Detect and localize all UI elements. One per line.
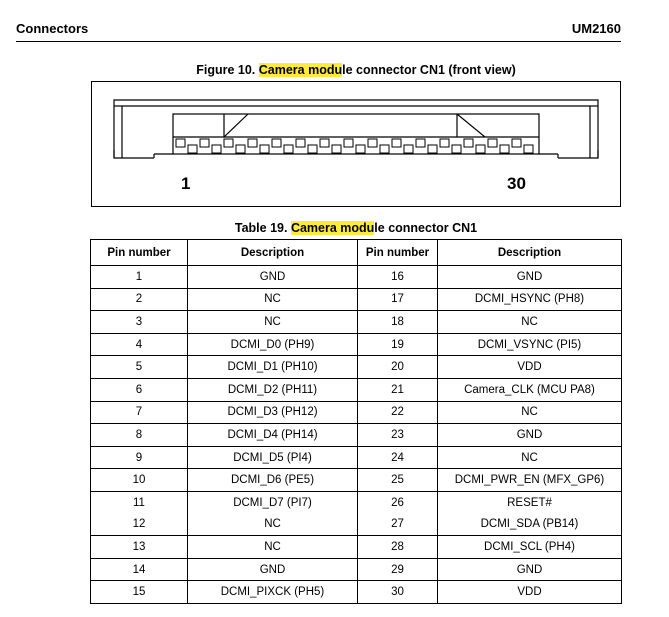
description-cell: NC xyxy=(188,536,358,559)
description-cell: GND xyxy=(438,558,622,581)
table-caption-rest: le connector CN1 xyxy=(374,221,478,235)
table-row xyxy=(91,288,622,311)
table-row xyxy=(91,536,622,559)
description-cell: GND xyxy=(188,558,358,581)
table-row xyxy=(91,378,622,401)
contact-pin xyxy=(428,145,437,153)
description-cell: NC xyxy=(438,311,622,334)
pin-number-cell: 29 xyxy=(358,558,438,581)
pin-number-cell: 6 xyxy=(91,378,188,401)
pin-number-cell: 13 xyxy=(91,536,188,559)
contact-pin xyxy=(248,139,257,147)
description-cell: DCMI_D4 (PH14) xyxy=(188,424,358,447)
contact-pin xyxy=(212,145,221,153)
description-cell: VDD xyxy=(438,581,622,604)
description-cell: GND xyxy=(438,266,622,289)
contact-pin xyxy=(500,145,509,153)
contact-pin xyxy=(320,139,329,147)
pin-number-cell: 15 xyxy=(91,581,188,604)
table-row xyxy=(91,356,622,379)
table-caption xyxy=(91,221,621,235)
pin-number-cell: 21 xyxy=(358,378,438,401)
section-title: Connectors xyxy=(16,21,89,36)
table-row xyxy=(91,333,622,356)
contact-pin xyxy=(224,139,233,147)
table-row xyxy=(91,311,622,334)
pin-number-cell: 27 xyxy=(358,514,438,536)
pin-number-cell: 16 xyxy=(358,266,438,289)
contact-pin xyxy=(452,145,461,153)
description-cell: DCMI_D5 (PI4) xyxy=(188,446,358,469)
pin-1-label: 1 xyxy=(181,174,191,193)
description-cell: Camera_CLK (MCU PA8) xyxy=(438,378,622,401)
contact-pin xyxy=(440,139,449,147)
table-row xyxy=(91,266,622,289)
header-description: Description xyxy=(438,240,622,266)
contact-row-top xyxy=(176,139,521,147)
table-row xyxy=(91,558,622,581)
contact-pin xyxy=(524,145,533,153)
table-caption-highlight: Camera modu xyxy=(290,221,375,235)
header-rule xyxy=(16,41,621,42)
description-cell: GND xyxy=(438,424,622,447)
pin-number-cell: 1 xyxy=(91,266,188,289)
description-cell: DCMI_HSYNC (PH8) xyxy=(438,288,622,311)
description-cell: GND xyxy=(188,266,358,289)
pin-number-cell: 3 xyxy=(91,311,188,334)
table-header-row xyxy=(91,240,622,266)
pin-number-cell: 22 xyxy=(358,401,438,424)
contact-pin xyxy=(344,139,353,147)
header-pin-number: Pin number xyxy=(91,240,188,266)
figure-caption-prefix: Figure 10. xyxy=(196,63,259,77)
header-description: Description xyxy=(188,240,358,266)
document-id: UM2160 xyxy=(571,21,621,36)
description-cell: DCMI_PWR_EN (MFX_GP6) xyxy=(438,469,622,492)
pin-number-cell: 30 xyxy=(358,581,438,604)
description-cell: DCMI_PIXCK (PH5) xyxy=(188,581,358,604)
figure-caption-highlight: Camera modu xyxy=(258,63,343,77)
pin-number-cell: 10 xyxy=(91,469,188,492)
pin-number-cell: 19 xyxy=(358,333,438,356)
pin-number-cell: 23 xyxy=(358,424,438,447)
contact-pin xyxy=(284,145,293,153)
figure-caption-rest: le connector CN1 (front view) xyxy=(342,63,516,77)
table-caption-prefix: Table 19. xyxy=(234,221,291,235)
pin-30-label: 30 xyxy=(507,174,526,193)
pin-number-cell: 28 xyxy=(358,536,438,559)
pin-number-cell: 9 xyxy=(91,446,188,469)
contact-pin xyxy=(392,139,401,147)
pin-number-cell: 4 xyxy=(91,333,188,356)
contact-pin xyxy=(476,145,485,153)
pin-number-cell: 14 xyxy=(91,558,188,581)
connector-drawing xyxy=(92,82,620,206)
pin-number-cell: 5 xyxy=(91,356,188,379)
contact-pin xyxy=(200,139,209,147)
pin-number-cell: 12 xyxy=(91,514,188,536)
description-cell: NC xyxy=(438,446,622,469)
contact-pin xyxy=(512,139,521,147)
pinout-table xyxy=(90,239,622,604)
pin-number-cell: 8 xyxy=(91,424,188,447)
description-cell: DCMI_D6 (PE5) xyxy=(188,469,358,492)
description-cell: NC xyxy=(188,288,358,311)
description-cell: DCMI_SCL (PH4) xyxy=(438,536,622,559)
table-row xyxy=(91,446,622,469)
contact-pin xyxy=(296,139,305,147)
pin-number-cell: 24 xyxy=(358,446,438,469)
pin-number-cell: 2 xyxy=(91,288,188,311)
contact-pin xyxy=(368,139,377,147)
description-cell: DCMI_D0 (PH9) xyxy=(188,333,358,356)
contact-pin xyxy=(176,139,185,147)
connector-figure xyxy=(91,81,621,207)
header-pin-number: Pin number xyxy=(358,240,438,266)
right-foot xyxy=(558,150,598,158)
contact-pin xyxy=(332,145,341,153)
description-cell: NC xyxy=(188,514,358,536)
description-cell: DCMI_D2 (PH11) xyxy=(188,378,358,401)
description-cell: NC xyxy=(438,401,622,424)
table-row xyxy=(91,514,622,536)
figure-caption xyxy=(91,63,621,77)
contact-pin xyxy=(260,145,269,153)
contact-pin xyxy=(380,145,389,153)
pin-number-cell: 26 xyxy=(358,491,438,513)
description-cell: VDD xyxy=(438,356,622,379)
description-cell: RESET# xyxy=(438,491,622,513)
contact-pin xyxy=(488,139,497,147)
description-cell: DCMI_VSYNC (PI5) xyxy=(438,333,622,356)
table-row xyxy=(91,401,622,424)
description-cell: NC xyxy=(188,311,358,334)
pinout-table-body xyxy=(91,266,622,604)
description-cell: DCMI_D1 (PH10) xyxy=(188,356,358,379)
table-row xyxy=(91,424,622,447)
contact-pin xyxy=(188,145,197,153)
contact-pin xyxy=(404,145,413,153)
contact-pin xyxy=(236,145,245,153)
pin-number-cell: 18 xyxy=(358,311,438,334)
contact-pin xyxy=(464,139,473,147)
contact-pin xyxy=(356,145,365,153)
pin-number-cell: 20 xyxy=(358,356,438,379)
contact-pin xyxy=(416,139,425,147)
left-foot xyxy=(114,150,154,158)
pin-number-cell: 17 xyxy=(358,288,438,311)
table-row xyxy=(91,491,622,513)
table-row xyxy=(91,469,622,492)
description-cell: DCMI_D3 (PH12) xyxy=(188,401,358,424)
contact-row-bottom xyxy=(188,145,533,153)
pin-number-cell: 7 xyxy=(91,401,188,424)
contact-pin xyxy=(272,139,281,147)
pin-number-cell: 25 xyxy=(358,469,438,492)
table-row xyxy=(91,581,622,604)
pin-number-cell: 11 xyxy=(91,491,188,513)
description-cell: DCMI_D7 (PI7) xyxy=(188,491,358,513)
contact-pin xyxy=(308,145,317,153)
description-cell: DCMI_SDA (PB14) xyxy=(438,514,622,536)
